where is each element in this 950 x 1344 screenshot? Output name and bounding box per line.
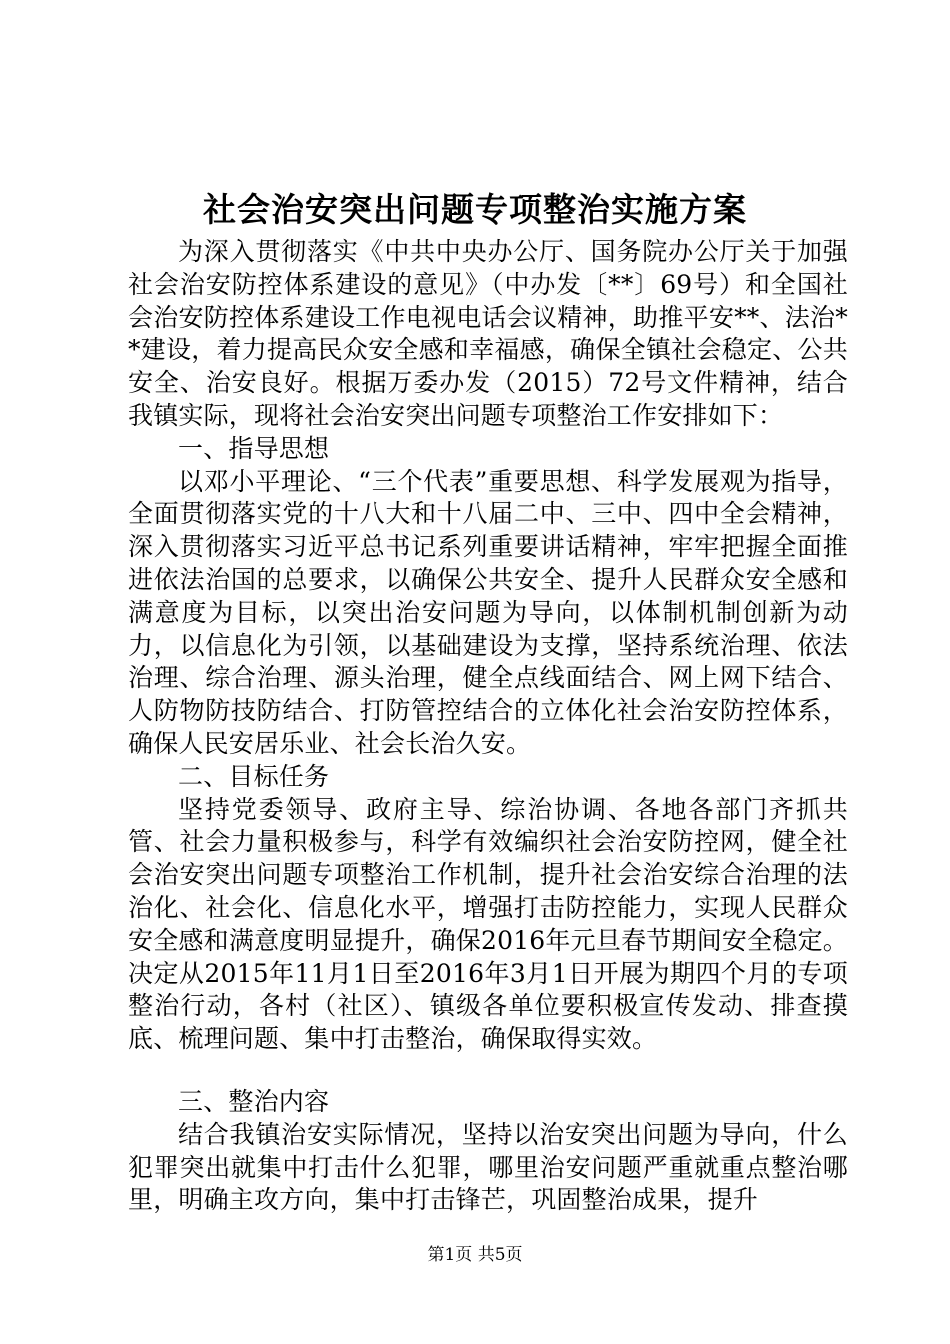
intro-paragraph: 为深入贯彻落实《中共中央办公厅、国务院办公厅关于加强社会治安防控体系建设的意见》（中办发〔**〕69号）和全国社会治安防控体系建设工作电视电话会议精神，助推平安**、法治**建设，着力提高民众安全感和幸福感，确保全镇社会稳定、公共安全、治安良好。根据万委办发（2015）72号文件精神，结合我镇实际，现将社会治安突出问题专项整治工作安排如下： xyxy=(128,237,848,430)
document-body xyxy=(128,236,848,1217)
document-title: 社会治安突出问题专项整治实施方案 xyxy=(203,190,747,229)
section-heading-guiding-ideology: 一、指导思想 xyxy=(178,433,330,463)
section-heading-content: 三、整治内容 xyxy=(178,1086,330,1116)
content-paragraph: 结合我镇治安实际情况，坚持以治安突出问题为导向，什么犯罪突出就集中打击什么犯罪，哪里治安问题严重就重点整治哪里，明确主攻方向，集中打击锋芒，巩固整治成果，提升 xyxy=(128,1119,848,1215)
guiding-ideology-paragraph: 以邓小平理论、“三个代表”重要思想、科学发展观为指导，全面贯彻落实党的十八大和十八届二中、三中、四中全会精神，深入贯彻落实习近平总书记系列重要讲话精神，牢牢把握全面推进依法治国的总要求，以确保公共安全、提升人民群众安全感和满意度为目标，以突出治安问题为导向，以体制机制创新为动力，以信息化为引领，以基础建设为支撑，坚持系统治理、依法治理、综合治理、源头治理，健全点线面结合、网上网下结合、人防物防技防结合、打防管控结合的立体化社会治安防控体系，确保人民安居乐业、社会长治久安。 xyxy=(128,466,848,758)
section-heading-goals: 二、目标任务 xyxy=(178,761,330,791)
goals-paragraph: 坚持党委领导、政府主导、综治协调、各地各部门齐抓共管、社会力量积极参与，科学有效编织社会治安防控网，健全社会治安突出问题专项整治工作机制，提升社会治安综合治理的法治化、社会化、信息化水平，增强打击防控能力，实现人民群众安全感和满意度明显提升，确保2016年元旦春节期间安全稳定。决定从2015年11月1日至2016年3月1日开展为期四个月的专项整治行动，各村（社区）、镇级各单位要积极宣传发动、排查摸底、梳理问题、集中打击整治，确保取得实效。 xyxy=(128,794,848,1054)
page-number-footer: 第1页 共5页 xyxy=(427,1245,523,1265)
